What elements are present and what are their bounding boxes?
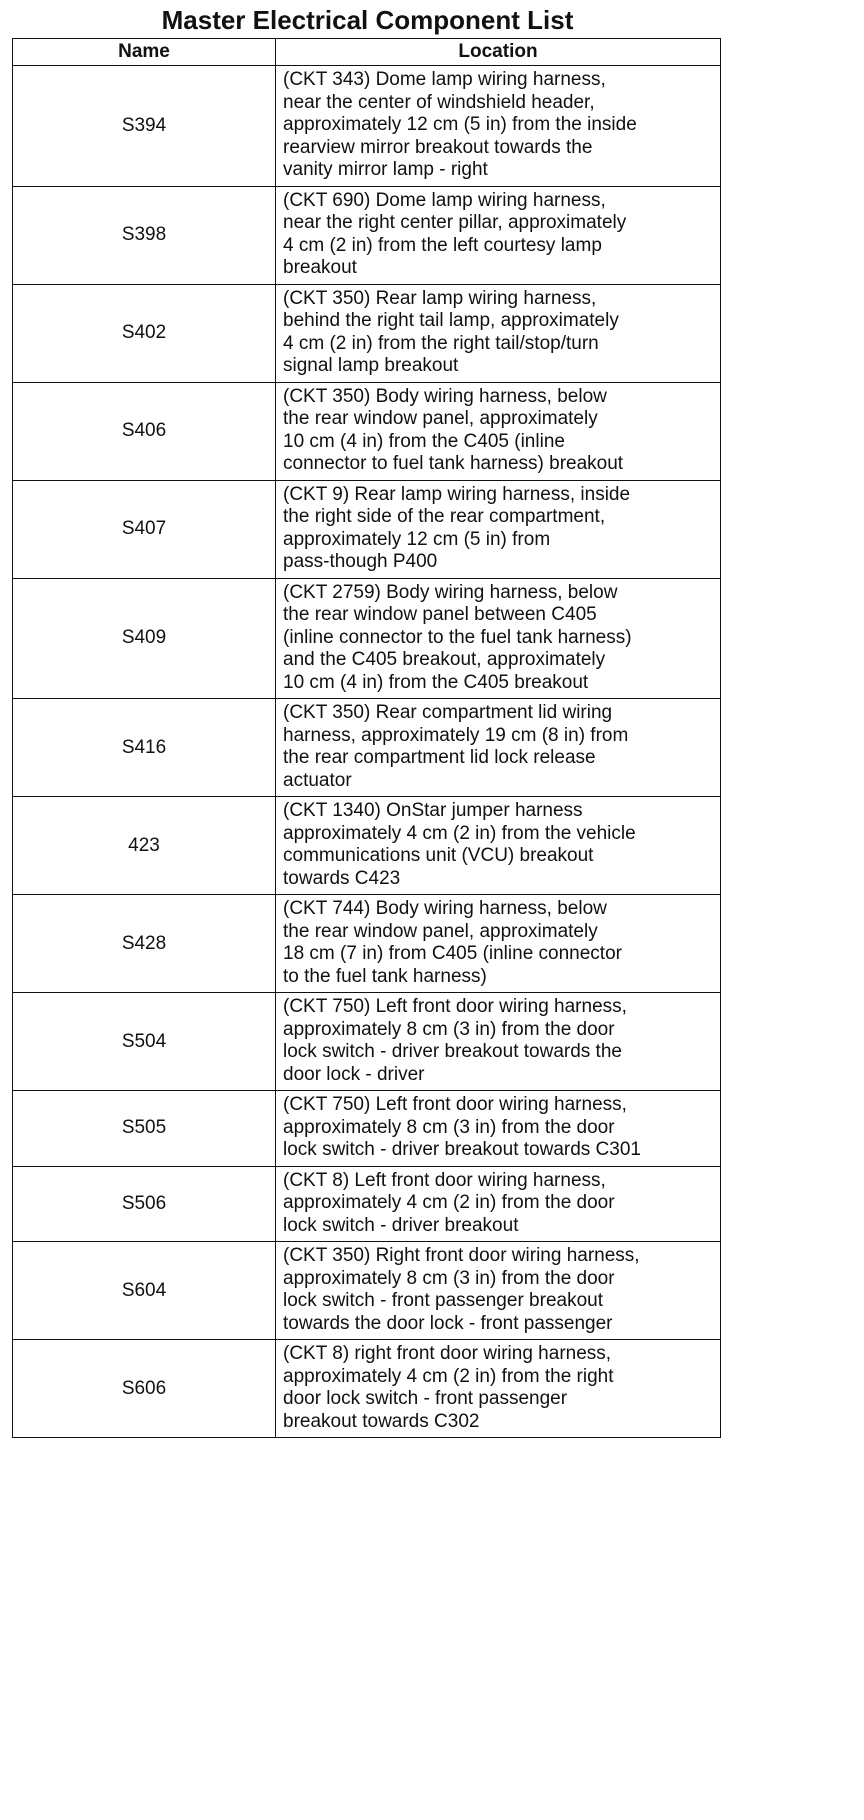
- location-text-line: 4 cm (2 in) from the right tail/stop/turn: [283, 332, 599, 354]
- location-text-line: towards the door lock - front passenger: [283, 1312, 613, 1334]
- table-row: [13, 186, 721, 284]
- component-name-cell: S506: [13, 1166, 276, 1242]
- location-text-line: approximately 8 cm (3 in) from the door: [283, 1267, 615, 1289]
- component-name-cell: S402: [13, 284, 276, 382]
- location-text-line: near the right center pillar, approximately: [283, 212, 627, 233]
- location-text-line: the right side of the rear compartment,: [283, 506, 606, 527]
- location-text-line: approximately 4 cm (2 in) from the vehicle: [283, 822, 636, 844]
- location-text-line: the rear window panel, approximately: [283, 920, 598, 942]
- component-table: [12, 38, 721, 1438]
- location-text-line: (CKT 750) Left front door wiring harness,: [283, 996, 627, 1017]
- component-location-cell: [276, 797, 721, 895]
- table-row: [13, 382, 721, 480]
- page-title: Master Electrical Component List: [161, 5, 574, 35]
- location-text-line: connector to fuel tank harness) breakout: [283, 453, 624, 474]
- location-text-line: lock switch - driver breakout towards C301: [283, 1139, 641, 1160]
- location-text-line: (CKT 8) Left front door wiring harness,: [283, 1169, 606, 1191]
- location-text-line: door lock switch - front passenger: [283, 1388, 568, 1409]
- location-text-line: approximately 12 cm (5 in) from: [283, 528, 551, 550]
- location-text-line: breakout towards C302: [283, 1410, 480, 1432]
- component-name-cell: S604: [13, 1242, 276, 1340]
- table-row: [13, 284, 721, 382]
- table-row: [13, 895, 721, 993]
- location-text-line: and the C405 breakout, approximately: [283, 649, 606, 670]
- component-name-cell: S394: [13, 66, 276, 187]
- location-text-line: breakout: [283, 257, 357, 278]
- location-text-line: (CKT 8) right front door wiring harness,: [283, 1343, 612, 1364]
- location-text-line: approximately 8 cm (3 in) from the door: [283, 1116, 615, 1138]
- location-text-line: (inline connector to the fuel tank harness): [283, 626, 632, 648]
- component-name-cell: S406: [13, 382, 276, 480]
- location-text-line: vanity mirror lamp - right: [283, 159, 488, 180]
- column-header-name: Name: [13, 39, 276, 66]
- location-text-line: the rear compartment lid lock release: [283, 747, 596, 768]
- location-text-line: approximately 8 cm (3 in) from the door: [283, 1018, 615, 1040]
- location-text-line: 18 cm (7 in) from C405 (inline connector: [283, 943, 622, 964]
- component-location-cell: [276, 480, 721, 578]
- component-location-cell: [276, 578, 721, 699]
- component-location-cell: [276, 1242, 721, 1340]
- location-text-line: (CKT 1340) OnStar jumper harness: [283, 800, 583, 821]
- component-name-cell: S428: [13, 895, 276, 993]
- table-body: [13, 66, 721, 1438]
- location-text-line: 4 cm (2 in) from the left courtesy lamp: [283, 234, 602, 256]
- location-text-line: approximately 4 cm (2 in) from the door: [283, 1192, 615, 1213]
- component-name-cell: S409: [13, 578, 276, 699]
- component-location-cell: [276, 186, 721, 284]
- component-name-cell: S416: [13, 699, 276, 797]
- component-location-cell: [276, 66, 721, 187]
- component-location-cell: [276, 382, 721, 480]
- location-text-line: rearview mirror breakout towards the: [283, 136, 593, 158]
- column-header-location: Location: [276, 39, 721, 66]
- location-text-line: (CKT 350) Rear compartment lid wiring: [283, 702, 613, 723]
- table-row: [13, 1340, 721, 1438]
- location-text-line: door lock - driver: [283, 1063, 425, 1085]
- location-text-line: near the center of windshield header,: [283, 91, 595, 113]
- table-row: [13, 578, 721, 699]
- location-text-line: (CKT 690) Dome lamp wiring harness,: [283, 189, 606, 211]
- location-text-line: actuator: [283, 769, 352, 791]
- component-location-cell: [276, 895, 721, 993]
- location-text-line: (CKT 343) Dome lamp wiring harness,: [283, 69, 606, 90]
- location-text-line: lock switch - front passenger breakout: [283, 1290, 603, 1311]
- location-text-line: (CKT 9) Rear lamp wiring harness, inside: [283, 483, 631, 505]
- table-row: [13, 480, 721, 578]
- component-name-cell: S505: [13, 1091, 276, 1167]
- component-location-cell: [276, 699, 721, 797]
- location-text-line: (CKT 750) Left front door wiring harness,: [283, 1094, 627, 1115]
- component-location-cell: [276, 1166, 721, 1242]
- location-text-line: 10 cm (4 in) from the C405 (inline: [283, 430, 565, 452]
- location-text-line: behind the right tail lamp, approximately: [283, 310, 619, 331]
- component-name-cell: 423: [13, 797, 276, 895]
- component-location-cell: [276, 284, 721, 382]
- component-name-cell: S504: [13, 993, 276, 1091]
- location-text-line: (CKT 744) Body wiring harness, below: [283, 898, 607, 919]
- component-name-cell: S398: [13, 186, 276, 284]
- location-text-line: (CKT 2759) Body wiring harness, below: [283, 581, 618, 603]
- location-text-line: approximately 12 cm (5 in) from the inside: [283, 114, 637, 135]
- location-text-line: signal lamp breakout: [283, 355, 459, 376]
- component-location-cell: [276, 1340, 721, 1438]
- location-text-line: the rear window panel, approximately: [283, 408, 598, 429]
- table-row: [13, 1242, 721, 1340]
- table-row: [13, 66, 721, 187]
- table-row: [13, 1091, 721, 1167]
- location-text-line: approximately 4 cm (2 in) from the right: [283, 1365, 614, 1387]
- table-row: [13, 993, 721, 1091]
- location-text-line: 10 cm (4 in) from the C405 breakout: [283, 671, 589, 693]
- component-location-cell: [276, 993, 721, 1091]
- component-location-cell: [276, 1091, 721, 1167]
- location-text-line: lock switch - driver breakout towards the: [283, 1041, 622, 1062]
- component-name-cell: S606: [13, 1340, 276, 1438]
- location-text-line: (CKT 350) Body wiring harness, below: [283, 385, 607, 407]
- table-row: [13, 699, 721, 797]
- location-text-line: (CKT 350) Right front door wiring harness,: [283, 1245, 640, 1266]
- table-row: [13, 797, 721, 895]
- location-text-line: lock switch - driver breakout: [283, 1214, 519, 1236]
- location-text-line: the rear window panel between C405: [283, 604, 597, 625]
- location-text-line: towards C423: [283, 867, 401, 889]
- location-text-line: communications unit (VCU) breakout: [283, 845, 594, 866]
- component-name-cell: S407: [13, 480, 276, 578]
- location-text-line: pass-though P400: [283, 551, 438, 572]
- location-text-line: harness, approximately 19 cm (8 in) from: [283, 724, 629, 746]
- header-row: [13, 39, 721, 66]
- location-text-line: (CKT 350) Rear lamp wiring harness,: [283, 287, 597, 309]
- table-row: [13, 1166, 721, 1242]
- location-text-line: to the fuel tank harness): [283, 965, 487, 987]
